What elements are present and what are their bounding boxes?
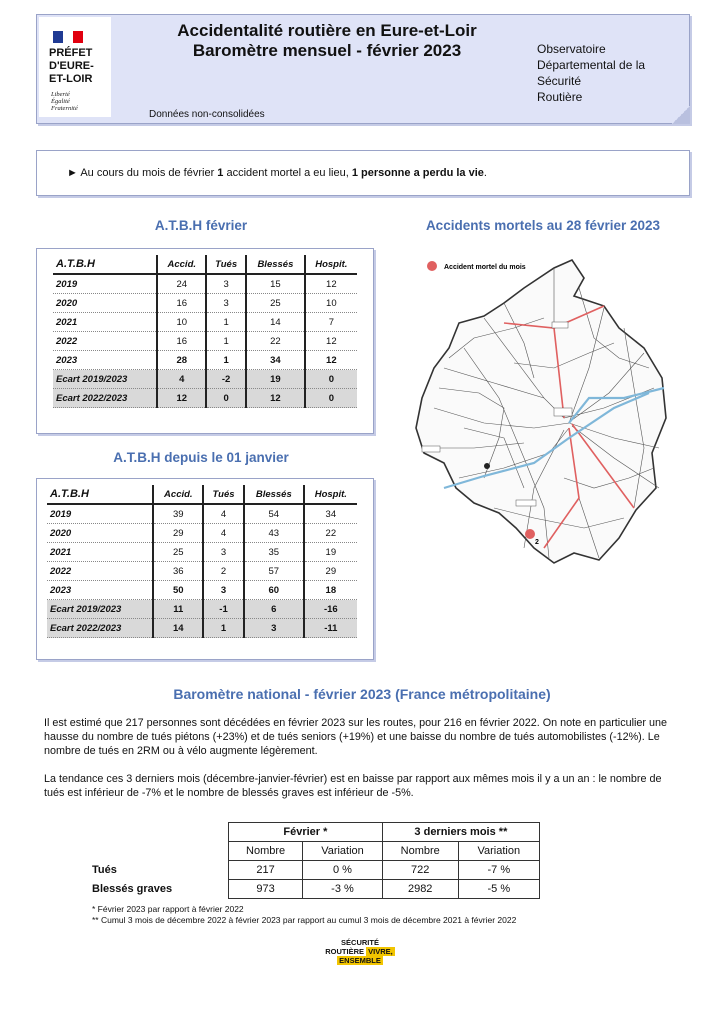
table-row (53, 294, 357, 313)
atbh-fevrier-table (53, 255, 357, 408)
table-row (88, 861, 540, 880)
table-header-row (53, 255, 357, 274)
row-label: Ecart 2019/2023 (47, 600, 153, 619)
table-row (88, 880, 540, 899)
national-table (88, 822, 540, 899)
organization-name: Observatoire Départemental de la Sécurité Routière (537, 42, 646, 104)
accident-marker-label: 2 (535, 539, 539, 546)
city-label-nogent (422, 446, 440, 452)
table-cell: 15 (246, 274, 305, 294)
logo-title: PRÉFET D'EURE- ET-LOIR (49, 47, 94, 85)
table-cell: -3 % (303, 880, 383, 899)
table-cell: 4 (157, 370, 206, 389)
table-cell: 60 (244, 581, 304, 600)
national-paragraph-2: La tendance ces 3 derniers mois (décembre-janvier-février) est en baisse par rapport aux mêmes mois il y a un an : le nombre de tués est inférieur de -7% et le nombre de blessés graves est inférieur de -5%. (44, 773, 662, 799)
group-header-3-mois: 3 derniers mois ** (382, 823, 539, 842)
map-area (404, 248, 690, 578)
city-label-chartres (554, 408, 572, 416)
footnote-1: * Février 2023 par rapport à février 2022 (92, 904, 244, 914)
table-cell: -1 (203, 600, 244, 619)
table-footnotes (92, 904, 692, 926)
table-cell: 39 (153, 504, 203, 524)
department-outline (416, 260, 666, 563)
column-header: Tués (206, 255, 246, 274)
sub-header: Variation (303, 842, 383, 861)
table-row (53, 313, 357, 332)
table-cell: 973 (229, 880, 303, 899)
row-label: 2022 (53, 332, 157, 351)
table-cell: 2 (203, 562, 244, 581)
table-row (47, 581, 357, 600)
table-row (53, 389, 357, 408)
table-cell: 18 (304, 581, 357, 600)
table-row (53, 274, 357, 294)
sub-header: Variation (458, 842, 539, 861)
map-legend-label: Accident mortel du mois (444, 264, 526, 271)
table-cell: 14 (246, 313, 305, 332)
column-header: Tués (203, 485, 244, 504)
table-cell: 28 (157, 351, 206, 370)
table-cell: 1 (206, 332, 246, 351)
row-label: Blessés graves (92, 883, 173, 895)
column-header: Accid. (153, 485, 203, 504)
atbh-fevrier-title: A.T.B.H février (154, 218, 248, 233)
table-cell: 11 (153, 600, 203, 619)
row-label: 2020 (47, 524, 153, 543)
table-cell: -7 % (458, 861, 539, 880)
page-subtitle: Données non-consolidées (149, 109, 265, 120)
table-cell: 12 (157, 389, 206, 408)
atbh-janvier-box (36, 478, 374, 660)
table-cell: 12 (246, 389, 305, 408)
table-row (47, 543, 357, 562)
group-header-fevrier: Février * (229, 823, 383, 842)
row-label: 2021 (47, 543, 153, 562)
table-cell: 7 (305, 313, 357, 332)
summary-text: ► Au cours du mois de février 1 accident mortel a eu lieu, 1 personne a perdu la vie. (67, 167, 487, 179)
column-header: Hospit. (305, 255, 357, 274)
table-cell: -2 (206, 370, 246, 389)
table-cell: -16 (304, 600, 357, 619)
sub-header: Nombre (382, 842, 458, 861)
logo-motto: Liberté Égalité Fraternité (51, 91, 78, 112)
table-cell: 3 (203, 581, 244, 600)
table-cell: 35 (244, 543, 304, 562)
table-cell: 19 (246, 370, 305, 389)
national-title: Baromètre national - février 2023 (France métropolitaine) (173, 686, 551, 702)
table-cell: 25 (153, 543, 203, 562)
securite-routiere-logo: SÉCURITÉ ROUTIÈRE VIVRE, ENSEMBLE (325, 938, 393, 965)
header-banner (36, 14, 690, 124)
accident-marker-red (525, 529, 535, 539)
table-cell: -5 % (458, 880, 539, 899)
table-row (53, 370, 357, 389)
table-cell: 12 (305, 351, 357, 370)
national-table-sub-row (88, 842, 540, 861)
row-label: Ecart 2022/2023 (47, 619, 153, 638)
table-cell: 6 (244, 600, 304, 619)
table-cell: 0 (305, 370, 357, 389)
sub-header: Nombre (229, 842, 303, 861)
table-cell: 2982 (382, 880, 458, 899)
footnote-2: ** Cumul 3 mois de décembre 2022 à février 2023 par rapport au cumul 3 mois de décembre 2021 à février 2022 (92, 915, 517, 925)
table-cell: 25 (246, 294, 305, 313)
column-header: Blessés (246, 255, 305, 274)
row-label: 2023 (53, 351, 157, 370)
national-table-group-row (88, 823, 540, 842)
table-cell: 24 (157, 274, 206, 294)
city-label-dreux (552, 322, 568, 328)
row-label: 2022 (47, 562, 153, 581)
column-header: A.T.B.H (47, 485, 153, 504)
table-row (53, 332, 357, 351)
column-header: Accid. (157, 255, 206, 274)
prefecture-logo (39, 17, 111, 117)
atbh-fevrier-box (36, 248, 374, 434)
table-cell: -11 (304, 619, 357, 638)
map-title: Accidents mortels au 28 février 2023 (425, 218, 661, 233)
table-cell: 16 (157, 332, 206, 351)
table-cell: 54 (244, 504, 304, 524)
city-label-chateaudun (516, 500, 536, 506)
table-cell: 19 (304, 543, 357, 562)
table-cell: 1 (206, 313, 246, 332)
table-cell: 22 (304, 524, 357, 543)
accident-marker-black (484, 463, 490, 469)
table-cell: 1 (206, 351, 246, 370)
table-cell: 16 (157, 294, 206, 313)
table-cell: 14 (153, 619, 203, 638)
column-header: Hospit. (304, 485, 357, 504)
table-cell: 10 (157, 313, 206, 332)
table-cell: 4 (203, 504, 244, 524)
atbh-janvier-title: A.T.B.H depuis le 01 janvier (113, 450, 289, 465)
french-flag-icon (53, 31, 83, 43)
eure-et-loir-map (404, 248, 690, 578)
table-cell: 34 (246, 351, 305, 370)
table-row (47, 504, 357, 524)
table-cell: 10 (305, 294, 357, 313)
table-cell: 3 (244, 619, 304, 638)
table-row (47, 600, 357, 619)
table-cell: 3 (203, 543, 244, 562)
table-row (47, 619, 357, 638)
row-label: 2019 (47, 504, 153, 524)
table-row (47, 524, 357, 543)
table-cell: 12 (305, 274, 357, 294)
row-label: 2021 (53, 313, 157, 332)
row-label: 2023 (47, 581, 153, 600)
page-curl-decoration (672, 106, 690, 124)
table-cell: 36 (153, 562, 203, 581)
table-cell: 22 (246, 332, 305, 351)
table-cell: 34 (304, 504, 357, 524)
table-cell: 0 (305, 389, 357, 408)
table-cell: 0 (206, 389, 246, 408)
atbh-janvier-table (47, 485, 357, 638)
table-cell: 4 (203, 524, 244, 543)
table-cell: 43 (244, 524, 304, 543)
national-paragraph-1: Il est estimé que 217 personnes sont décédées en février 2023 sur les routes, pour 216 en février 2022. On note en particulier une hausse du nombre de tués piétons (+23%) et de tués seniors (+19%) et une baisse du nombre de tués automobilistes (-12%). Le nombre de tués en 2RM ou à vélo augmente légèrement. (44, 717, 668, 757)
table-cell: 29 (153, 524, 203, 543)
table-cell: 217 (229, 861, 303, 880)
page-title: Accidentalité routière en Eure-et-Loir Baromètre mensuel - février 2023 (177, 21, 477, 60)
table-cell: 1 (203, 619, 244, 638)
table-cell: 3 (206, 294, 246, 313)
table-cell: 29 (304, 562, 357, 581)
column-header: A.T.B.H (53, 255, 157, 274)
table-cell: 57 (244, 562, 304, 581)
table-cell: 0 % (303, 861, 383, 880)
column-header: Blessés (244, 485, 304, 504)
legend-marker-icon (427, 261, 437, 271)
table-cell: 12 (305, 332, 357, 351)
row-label: Ecart 2022/2023 (53, 389, 157, 408)
row-label: Ecart 2019/2023 (53, 370, 157, 389)
table-row (53, 351, 357, 370)
table-cell: 50 (153, 581, 203, 600)
table-header-row (47, 485, 357, 504)
row-label: Tués (92, 864, 117, 876)
table-cell: 3 (206, 274, 246, 294)
table-row (47, 562, 357, 581)
summary-box (36, 150, 690, 196)
row-label: 2019 (53, 274, 157, 294)
table-cell: 722 (382, 861, 458, 880)
row-label: 2020 (53, 294, 157, 313)
